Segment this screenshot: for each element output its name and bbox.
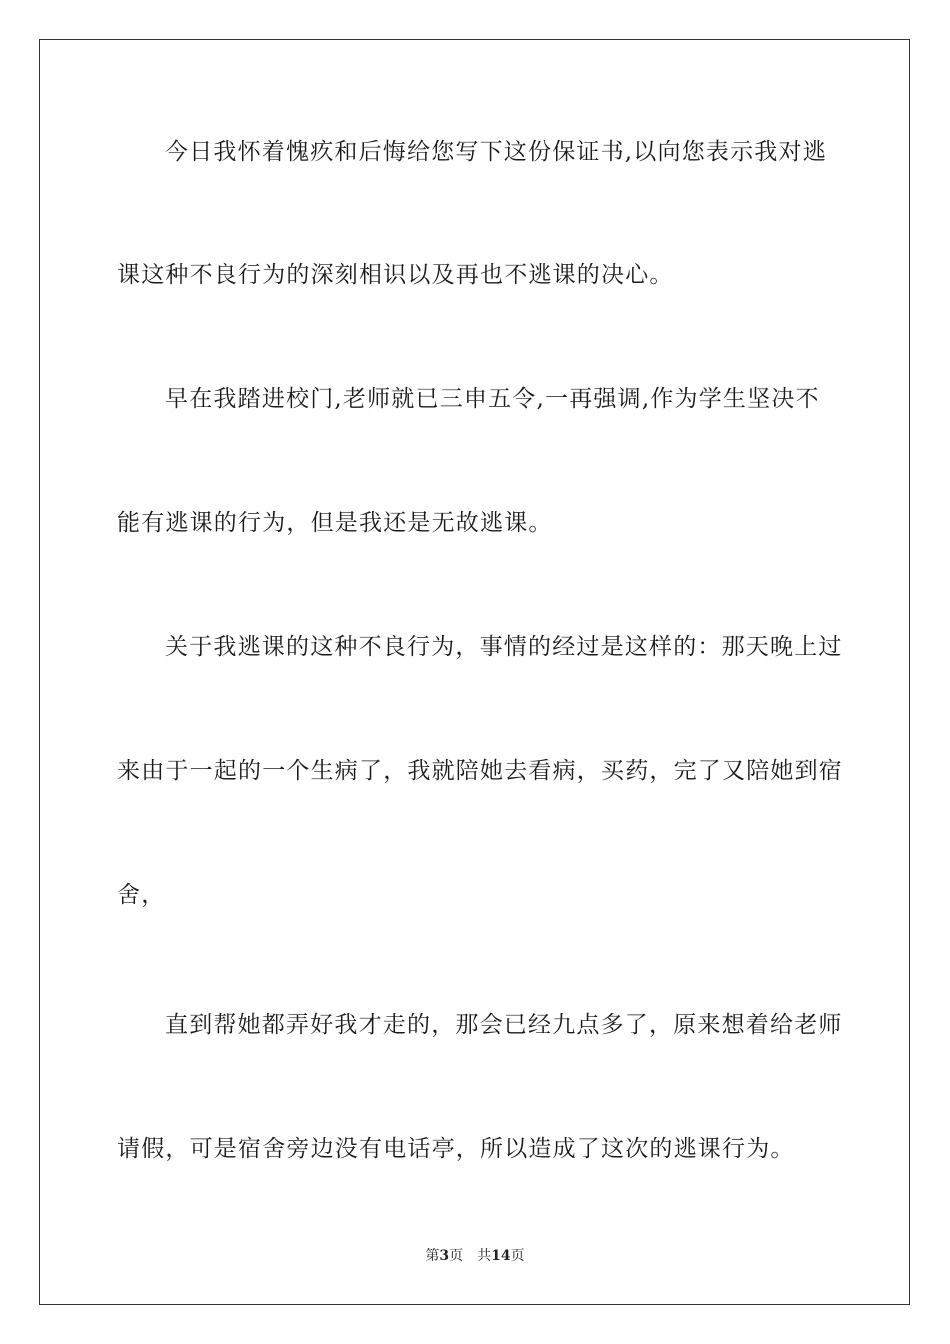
- paragraph-3-line-2: 来由于一起的一个生病了，我就陪她去看病，买药，完了又陪她到宿: [117, 758, 843, 784]
- paragraph-4-line-2: 请假，可是宿舍旁边没有电话亭，所以造成了这次的逃课行为。: [117, 1136, 795, 1162]
- paragraph-2-line-1: 早在我踏进校门,老师就已三申五令,一再强调,作为学生坚决不: [165, 386, 820, 412]
- paragraph-1-line-2: 课这种不良行为的深刻相识以及再也不逃课的决心。: [117, 262, 674, 288]
- total-pages: 14: [491, 1248, 511, 1264]
- page-number: 3: [439, 1248, 450, 1264]
- page-footer: [0, 1246, 950, 1266]
- paragraph-4-line-1: 直到帮她都弄好我才走的，那会已经九点多了，原来想着给老师: [165, 1012, 843, 1038]
- paragraph-3-line-3: 舍，: [117, 882, 166, 908]
- paragraph-2-line-2: 能有逃课的行为，但是我还是无故逃课。: [117, 510, 553, 536]
- total-prefix: 共: [477, 1248, 492, 1264]
- paragraph-3-line-1: 关于我逃课的这种不良行为，事情的经过是这样的：那天晚上过: [165, 634, 843, 660]
- page-border: [39, 39, 910, 1305]
- paragraph-1-line-1: 今日我怀着愧疚和后悔给您写下这份保证书,以向您表示我对逃: [165, 139, 827, 165]
- total-suffix: 页: [510, 1248, 525, 1264]
- page-suffix: 页: [449, 1248, 464, 1264]
- page-prefix: 第: [425, 1248, 440, 1264]
